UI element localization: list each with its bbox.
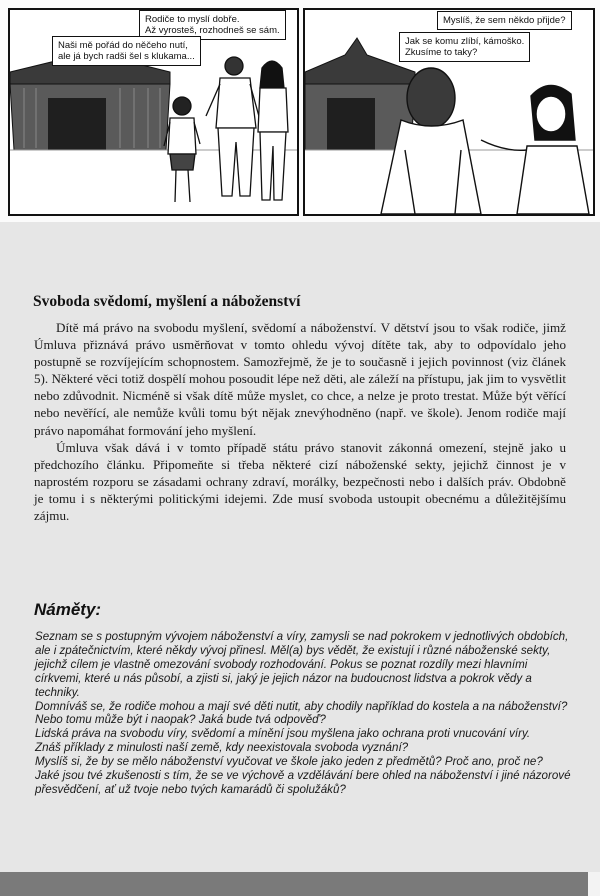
- speech-bubble-parent: Rodiče to myslí dobře. Až vyrosteš, rozhodneš se sám.: [139, 10, 286, 40]
- speech-bubble-girl: Jak se komu zlíbí, kámoško. Zkusíme to taky?: [399, 32, 530, 62]
- idea-item: Jaké jsou tvé zkušenosti s tím, že se ve výchově a vzdělávání bere ohled na náboženství i jiné názorové přesvědčení, ať už tvoje nebo tvých kamarádů či spolužáků?: [35, 769, 571, 796]
- ideas-list: [35, 630, 575, 797]
- speech-bubble-boy: Myslíš, že sem někdo přijde?: [437, 11, 572, 30]
- speech-bubble-child: Naši mě pořád do něčeho nutí, ale já bych radši šel s klukama...: [52, 36, 201, 66]
- page-footer-bar: [0, 872, 600, 896]
- idea-item: Seznam se s postupným vývojem náboženství a víry, zamysli se nad pokrokem v jednotlivých obdobích, ale i zpátečnictvím, které někdy vývoj přinesl. Měl(a) bys vědět, že existují i různé náboženské sekty, jejichž cílem je vlastně omezování svobody rozhodování. Pokus se poznat rozdíly mezi hlavními církvemi, které u nás působí, a zjisti si, jaký je jejich názor na budoucnost lidstva a pokrok vědy a techniky.: [35, 630, 569, 699]
- idea-item: Domníváš se, že rodiče mohou a mají své děti nutit, aby chodily například do kostela a na náboženství? Nebo tomu může být i naopak? Jaká bude tvá odpověď?: [35, 699, 568, 727]
- article-title: Svoboda svědomí, myšlení a náboženství: [33, 293, 301, 310]
- idea-item: Lidská práva na svobodu víry, svědomí a mínění jsou myšlena jako ochrana proti vnucování víry.: [35, 727, 531, 741]
- article-body: [34, 319, 566, 524]
- comic-panel-2: [303, 8, 595, 216]
- ideas-heading: Náměty:: [34, 600, 102, 619]
- article-paragraph: Dítě má právo na svobodu myšlení, svědomí a náboženství. V dětství jsou to však rodiče, jimž Úmluva přiznává právo usměrňovat v tomto ohledu vývoj dítěte tak, aby to odpovídalo jeho postupně se rozvíjejícím schopnostem. Samozřejmě, že je to současně i jejich povinnost (viz článek 5). Některé věci totiž dospělí mohou posoudit lépe než děti, ale záleží na přístupu, jak jim to vysvětlit nebo zdůvodnit. Nicméně si však dítě může myslet, co chce, a nelze je proto trestat. Může být věřící nebo nevěřící, ale nemůže kvůli tomu být nějak znevýhodněno (např. ve škole). Jenom rodiče mají právo napomáhat formování jeho myšlení.: [34, 320, 566, 438]
- footer-bar-edge: [588, 872, 600, 896]
- idea-item: Myslíš si, že by se mělo náboženství vyučovat ve škole jako jeden z předmětů? Proč ano, proč ne?: [35, 755, 543, 769]
- idea-item: Znáš příklady z minulosti naší země, kdy neexistovala svoboda vyznání?: [35, 741, 409, 755]
- comic-strip: [0, 0, 600, 222]
- article-paragraph: Úmluva však dává i v tomto případě státu právo stanovit zákonná omezení, stejně jako u předchozího článku. Připomeňte si třeba některé cizí náboženské sekty, jejichž činnost je v naprostém rozporu se zásadami ochrany zdraví, morálky, bezpečnosti nebo i dalších práv. Obdobně je tomu i s některými politickými idejemi. Zde musí svoboda ustoupit obecnému a důležitějšímu zájmu.: [34, 439, 566, 524]
- comic-panel-1: [8, 8, 299, 216]
